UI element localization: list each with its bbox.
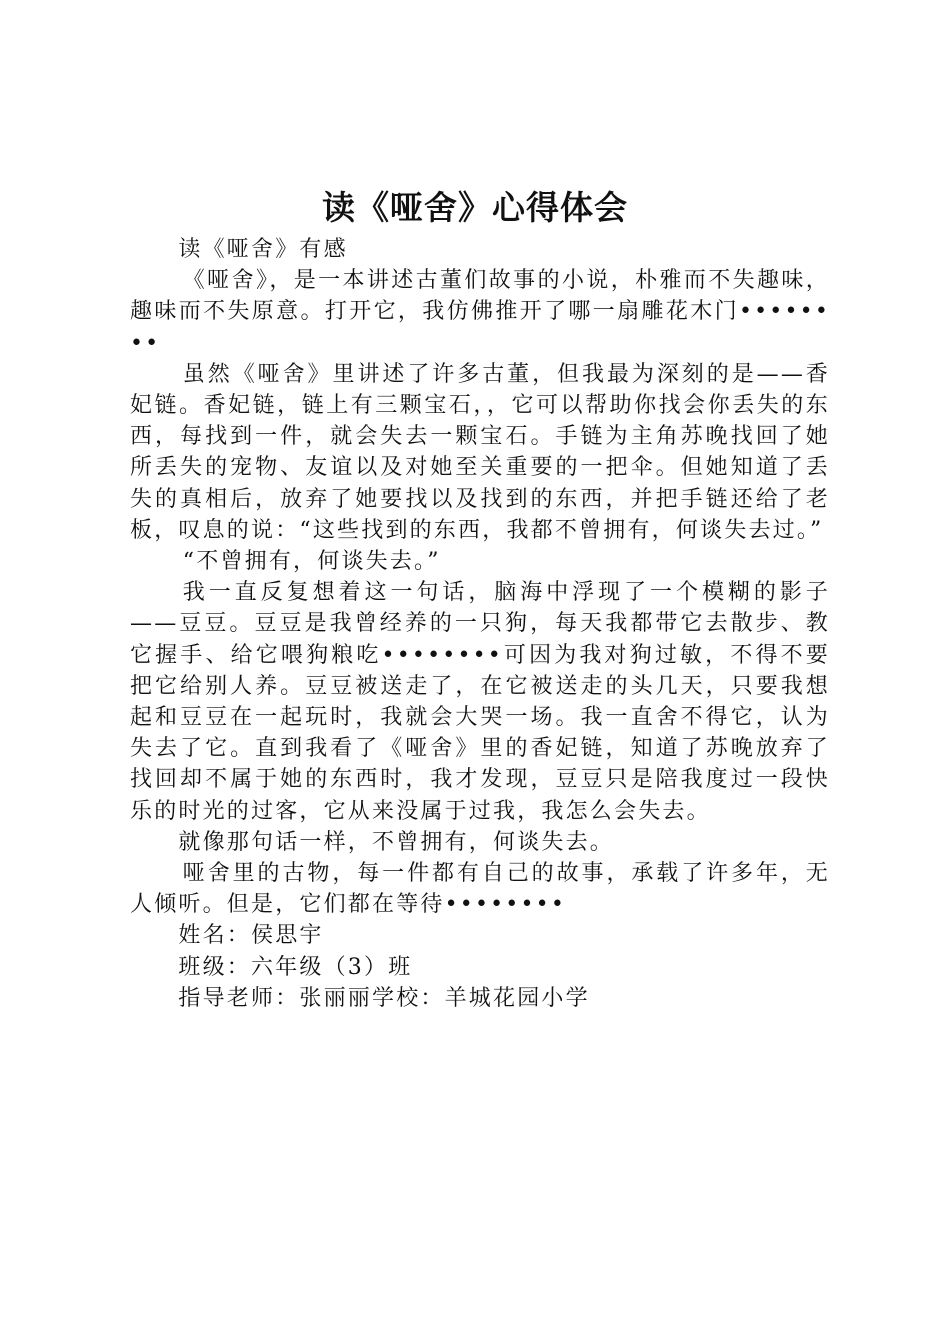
author-class: 班级：六年级（3）班 [178, 954, 413, 980]
author-name: 姓名：侯思宇 [178, 923, 324, 949]
paragraph-quote: “不曾拥有，何谈失去。” [182, 549, 441, 575]
paragraph-intro: 《哑舍》，是一本讲述古董们故事的小说，朴雅而不失趣味，趣味而不失原意。打开它，我仿佛推开了哪一扇雕花木门•••••••• [130, 268, 830, 356]
document-body [130, 234, 830, 1014]
paragraph-necklace: 虽然《哑舍》里讲述了许多古董，但我最为深刻的是——香妃链。香妃链，链上有三颗宝石，，它可以帮助你找会你丢失的东西，每找到一件，就会失去一颗宝石。手链为主角苏晚找回了她所丢失的宠物、友谊以及对她至关重要的一把伞。但她知道了丢失的真相后，放弃了她要找以及找到的东西，并把手链还给了老板，叹息的说：“这些找到的东西，我都不曾拥有，何谈失去过。” [130, 361, 830, 543]
teacher-school: 指导老师：张丽丽学校：羊城花园小学 [178, 985, 590, 1011]
document-title: 读《哑舍》心得体会 [322, 188, 628, 227]
paragraph-doudou: 我一直反复想着这一句话，脑海中浮现了一个模糊的影子——豆豆。豆豆是我曾经养的一只狗，每天我都带它去散步、教它握手、给它喂狗粮吃••••••••可因为我对狗过敏，不得不要把它给别人养。豆豆被送走了，在它被送走的头几天，只要我想起和豆豆在一起玩时，我就会大哭一场。我一直舍不得它，认为失去了它。直到我看了《哑舍》里的香妃链，知道了苏晚放弃了找回却不属于她的东西时，我才发现，豆豆只是陪我度过一段快乐的时光的过客，它从来没属于过我，我怎么会失去。 [130, 580, 830, 824]
subtitle-line: 读《哑舍》有感 [178, 237, 348, 262]
paragraph-closing: 哑舍里的古物，每一件都有自己的故事，承载了许多年，无人倾听。但是，它们都在等待•••••••• [130, 861, 830, 918]
paragraph-saying: 就像那句话一样，不曾拥有，何谈失去。 [178, 829, 614, 855]
